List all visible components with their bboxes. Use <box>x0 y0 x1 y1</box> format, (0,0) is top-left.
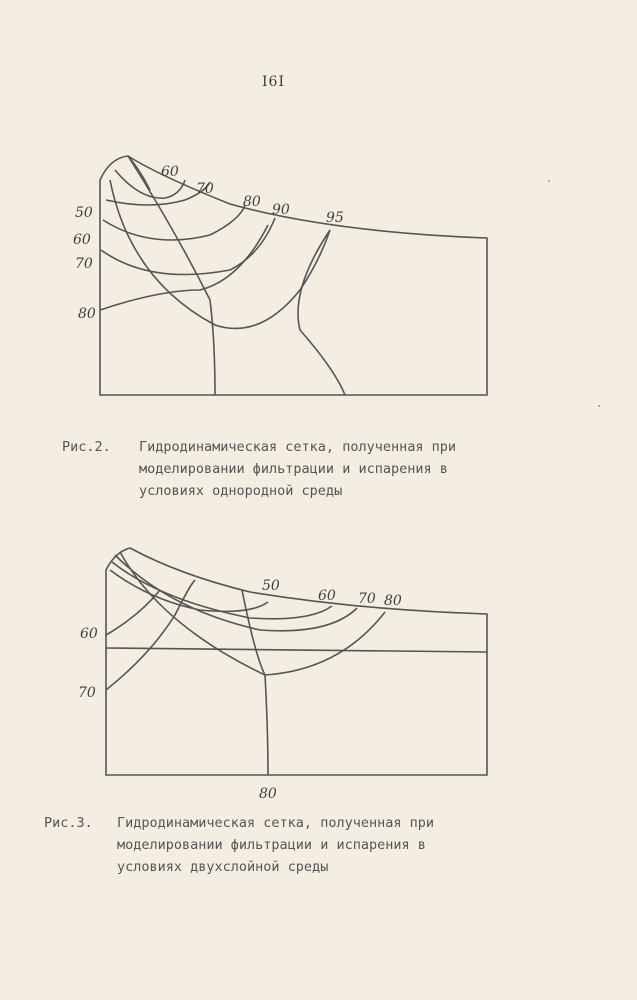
figure1-caption-line: моделировании фильтрации и испарения в <box>139 461 448 477</box>
outline <box>106 548 487 775</box>
label-60: 60 <box>161 164 179 180</box>
label-80: 80 <box>384 593 402 609</box>
outline <box>100 156 487 395</box>
flow-lines <box>110 156 345 395</box>
label-60: 60 <box>80 626 98 642</box>
label-60: 60 <box>73 232 91 248</box>
flow-lines <box>106 580 268 775</box>
label-95: 95 <box>326 210 344 226</box>
label-90: 90 <box>272 202 290 218</box>
figure1-caption-line: условиях однородной среды <box>139 483 343 499</box>
figure1-caption-text <box>139 436 509 502</box>
label-80: 80 <box>78 306 96 322</box>
figure1-caption-line: Гидродинамическая сетка, полученная при <box>139 439 456 455</box>
figure2-caption <box>44 812 524 882</box>
figure1-caption-number: Рис.2. <box>62 439 111 455</box>
label-70: 70 <box>196 181 214 197</box>
hydrodynamic-grid-figure-homogeneous <box>0 140 637 410</box>
figure1-caption <box>62 436 522 506</box>
figure2-caption-line: Гидродинамическая сетка, полученная при <box>117 815 434 831</box>
label-50: 50 <box>75 205 93 221</box>
figure1-top-labels <box>161 164 344 226</box>
label-70: 70 <box>358 591 376 607</box>
label-60: 60 <box>318 588 336 604</box>
figure1-left-labels <box>73 205 96 322</box>
page-number: I6I <box>262 74 285 90</box>
label-50: 50 <box>262 578 280 594</box>
label-70: 70 <box>78 685 96 701</box>
label-80: 80 <box>243 194 261 210</box>
figure2-caption-line: моделировании фильтрации и испарения в <box>117 837 426 853</box>
figure2-caption-number: Рис.3. <box>44 815 93 831</box>
figure2-left-labels <box>78 626 98 701</box>
equipotential-lines <box>100 170 275 310</box>
label-80-bottom: 80 <box>259 786 277 802</box>
paper-speck <box>548 180 550 182</box>
figure2-caption-line: условиях двухслойной среды <box>117 859 329 875</box>
figure2-top-labels <box>262 578 402 609</box>
hydrodynamic-grid-figure-two-layer <box>0 540 637 810</box>
label-70: 70 <box>75 256 93 272</box>
layer-boundary <box>106 648 487 652</box>
figure2-caption-text <box>117 812 487 878</box>
paper-speck <box>598 405 600 407</box>
